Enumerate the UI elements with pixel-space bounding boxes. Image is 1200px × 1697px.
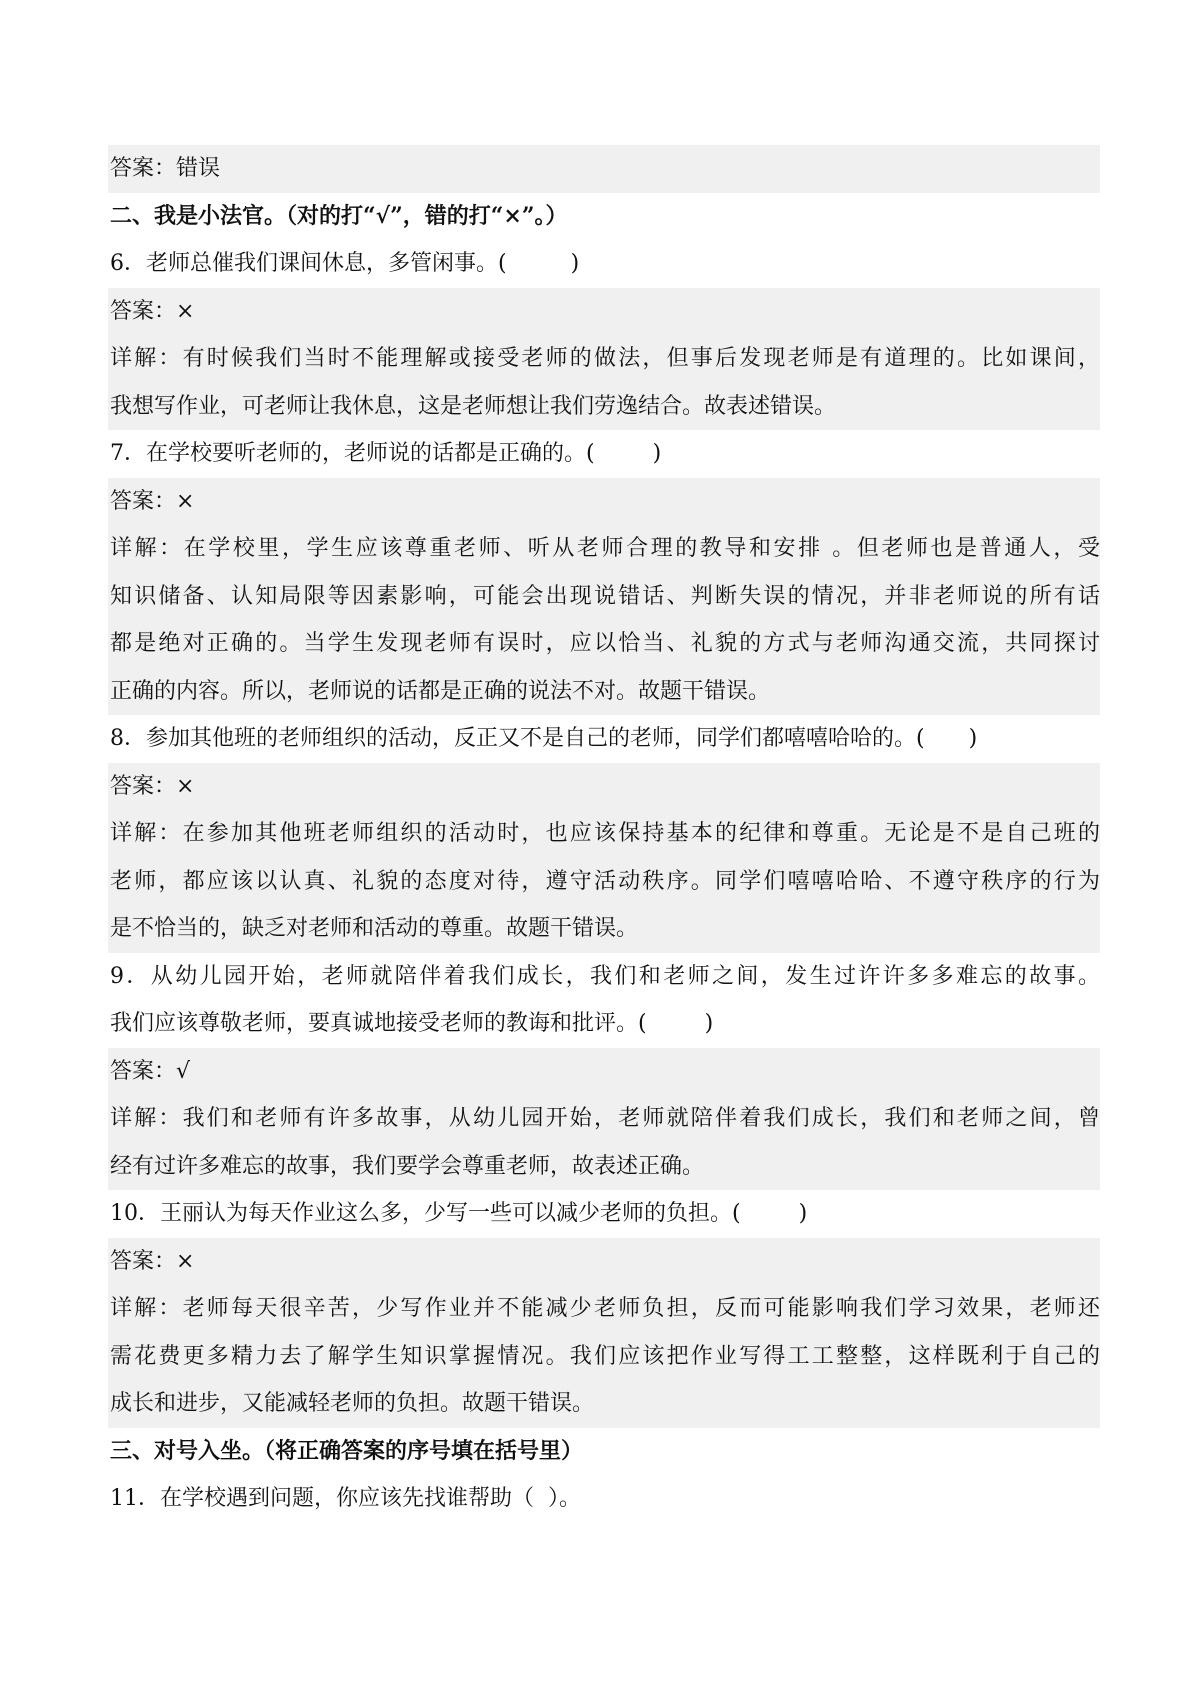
answer-block-9 — [108, 1048, 1100, 1191]
section-heading-3: 三、对号入坐。（将正确答案的序号填在括号里） — [110, 1437, 584, 1464]
answer-block-8 — [108, 763, 1100, 953]
question-9-continued — [110, 1000, 1100, 1048]
detail-line: 经有过许多难忘的故事，我们要学会尊重老师，故表述正确。 — [110, 1153, 705, 1179]
question-text: 我们应该尊敬老师，要真诚地接受老师的教诲和批评。( — [110, 1011, 647, 1036]
question-close-paren: ) — [798, 1201, 808, 1226]
detail-line: 详解：在学校里，学生应该尊重老师、听从老师合理的教导和安排 。但老师也是普通人，受 — [110, 536, 1100, 561]
answer-line: 答案：× — [110, 298, 195, 324]
question-6 — [110, 240, 1100, 288]
section-heading-2: 二、我是小法官。（对的打“√”，错的打“×”。） — [110, 202, 568, 229]
detail-line: 正确的内容。所以，老师说的话都是正确的说法不对。故题干错误。 — [110, 678, 771, 704]
question-close-paren: ) — [968, 726, 978, 751]
question-10 — [110, 1190, 1100, 1238]
detail-line: 知识储备、认知局限等因素影响，可能会出现说错话、判断失误的情况，并非老师说的所有话 — [110, 583, 1100, 609]
question-close-paren: ) — [570, 251, 580, 276]
question-number: 8． — [110, 726, 146, 751]
question-number: 6． — [110, 251, 146, 276]
detail-line: 成长和进步，又能减轻老师的负担。故题干错误。 — [110, 1391, 595, 1416]
question-8 — [110, 715, 1100, 763]
answer-block-6 — [108, 288, 1100, 431]
detail-line: 老师，都应该以认真、礼貌的态度对待，遵守活动秩序。同学们嘻嘻哈哈、不遵守秩序的行为 — [110, 868, 1100, 894]
question-close-paren: ) — [704, 1011, 714, 1036]
question-text: 从幼儿园开始，老师就陪伴着我们成长，我们和老师之间，发生过许许多多难忘的故事。 — [150, 963, 1100, 989]
detail-line: 详解：老师每天很辛苦，少写作业并不能减少老师负担，反而可能影响我们学习效果，老师还 — [110, 1296, 1100, 1321]
detail-line: 详解：我们和老师有许多故事，从幼儿园开始，老师就陪伴着我们成长，我们和老师之间，曾 — [110, 1106, 1100, 1131]
detail-line: 是不恰当的，缺乏对老师和活动的尊重。故题干错误。 — [110, 916, 639, 941]
detail-line: 详解：在参加其他班老师组织的活动时，也应该保持基本的纪律和尊重。无论是不是自己班的 — [110, 821, 1100, 846]
question-close-paren: ) — [652, 441, 662, 466]
answer-line: 答案：× — [110, 488, 195, 514]
answer-line: 答案：错误 — [108, 145, 1100, 193]
question-7 — [110, 430, 1100, 478]
detail-line: 我想写作业，可老师让我休息，这是老师想让我们劳逸结合。故表述错误。 — [110, 393, 837, 419]
question-text: 老师总催我们课间休息，多管闲事。( — [146, 251, 507, 276]
answer-line: 答案：× — [110, 773, 195, 799]
answer-line: 答案：√ — [110, 1058, 191, 1084]
question-text: 王丽认为每天作业这么多，少写一些可以减少老师的负担。( — [160, 1201, 741, 1226]
detail-line: 都是绝对正确的。当学生发现老师有误时，应以恰当、礼貌的方式与老师沟通交流，共同探讨 — [110, 631, 1100, 656]
answer-block-7 — [108, 478, 1100, 716]
question-number: 9． — [110, 963, 151, 989]
question-11 — [110, 1475, 1100, 1523]
question-number: 7． — [110, 441, 146, 466]
question-text: 在学校遇到问题，你应该先找谁帮助（ — [160, 1486, 535, 1511]
document-page — [110, 145, 1100, 1523]
question-text: 参加其他班的老师组织的活动，反正又不是自己的老师，同学们都嘻嘻哈哈的。( — [146, 726, 925, 751]
answer-line: 答案：× — [110, 1248, 195, 1274]
question-number: 11． — [110, 1486, 160, 1511]
detail-line: 详解：有时候我们当时不能理解或接受老师的做法，但事后发现老师是有道理的。比如课间， — [110, 346, 1100, 371]
question-9 — [110, 953, 1100, 1001]
question-text: 在学校要听老师的，老师说的话都是正确的。( — [146, 441, 595, 466]
answer-block-10 — [108, 1238, 1100, 1428]
detail-line: 需花费更多精力去了解学生知识掌握情况。我们应该把作业写得工工整整，这样既利于自己的 — [110, 1343, 1100, 1369]
question-close-paren: ）。 — [548, 1486, 582, 1511]
question-number: 10． — [110, 1201, 160, 1226]
